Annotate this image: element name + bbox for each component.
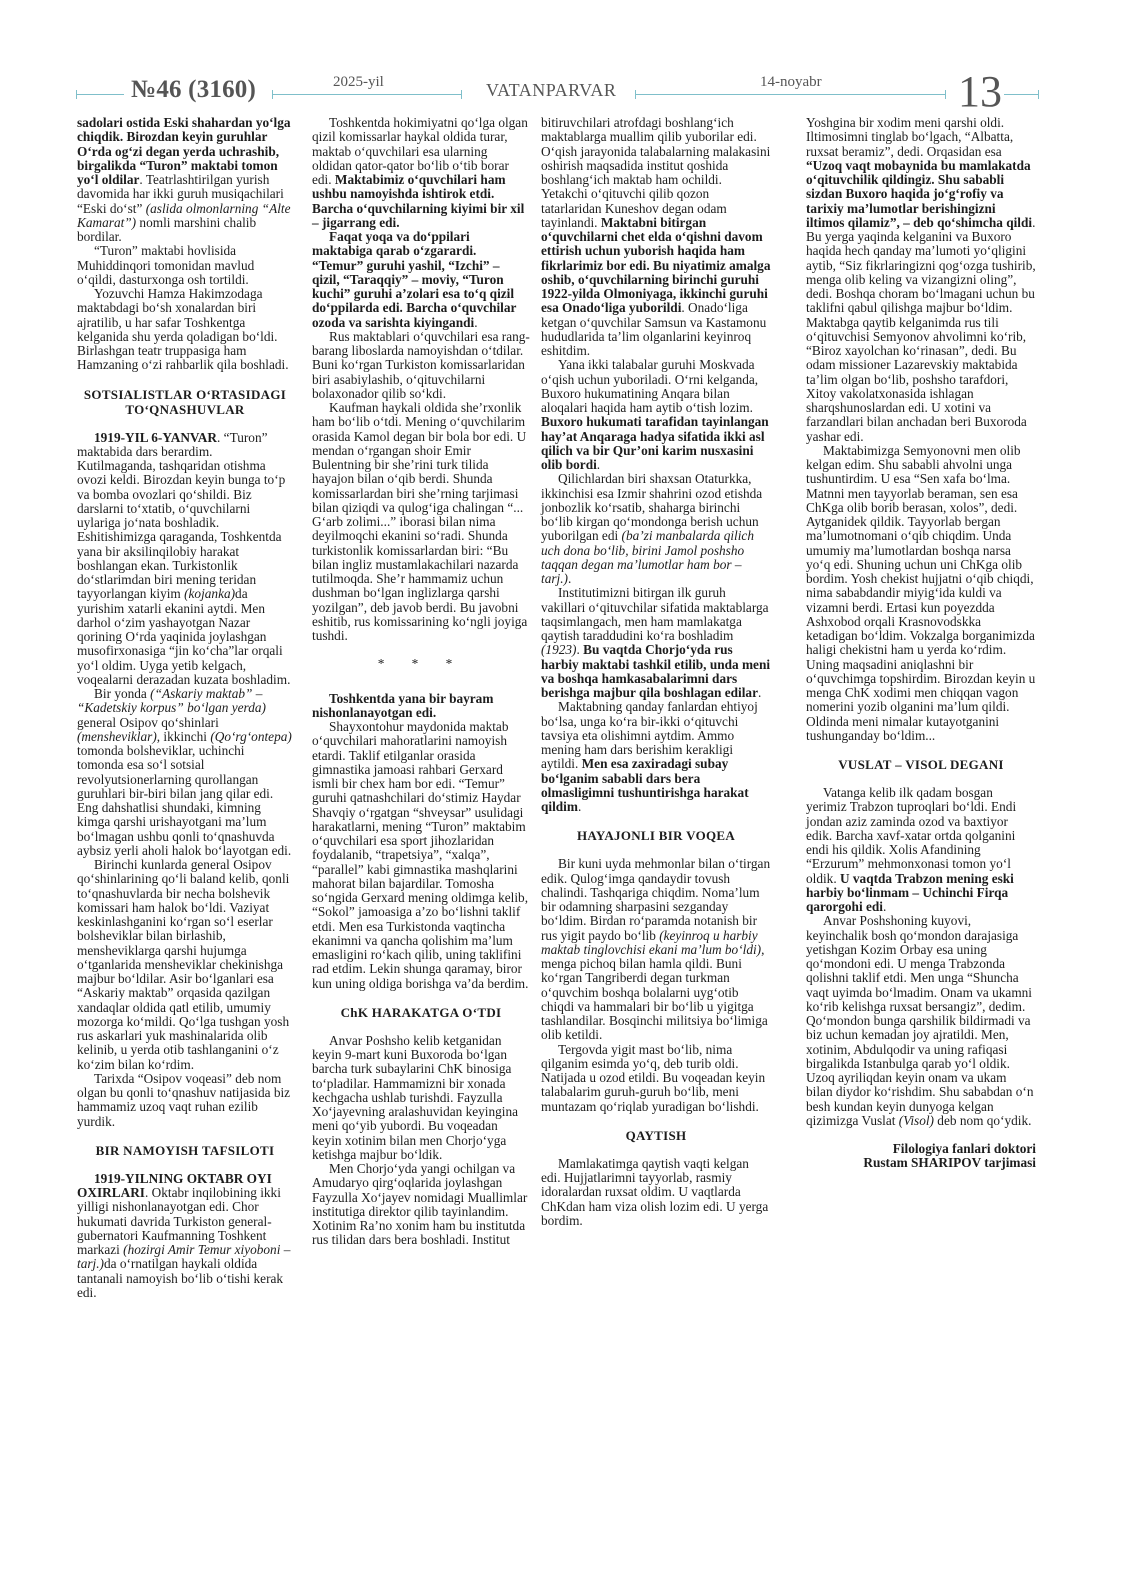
text-run: Vatanga kelib ilk qadam bosgan yerimiz Trabzon tuproqlari bo‘ldi. Endi jondan aziz zaminda ozod va baxtiyor edik. Barcha xavf-xatar ortda qolganini endi his qildik. Xolis Afandining “Erzurum” mehmonxonasi tomon yo‘l oldik.	[806, 785, 1017, 886]
text-run: .	[567, 571, 572, 586]
article-paragraph	[312, 230, 530, 330]
header-rule	[1004, 94, 1038, 95]
header-rule	[76, 94, 124, 95]
text-run: .	[757, 685, 762, 700]
italic-text: (kojanka)	[184, 586, 236, 602]
text-run: . Oktabr inqilobining ikki yilligi nishonlanayotgan edi. Chor hukumati davrida Turkiston general-gubernatori Kaufmanning Toshkent markazi	[77, 1185, 281, 1257]
article-paragraph	[77, 687, 293, 858]
text-run: Yoshgina bir xodim meni qarshi oldi. Iltimosimni tinglab bo‘lgach, “Albatta, ruxsat beramiz”, dedi. Orqasidan esa	[806, 115, 1014, 159]
article-paragraph	[77, 1172, 293, 1300]
article-paragraph	[77, 244, 293, 287]
italic-text: (aslida olmonlarning “Alte Kamarat”)	[77, 200, 291, 230]
text-run: , menga pichoq bilan hamla qildi. Buni ko‘rgan Tangriberdi degan turkman o‘quvchim boshqa bolalarni uyg‘otib chiqdi va hammalari bir bo‘lib u yigitga tashlandilar. Bosqinchi militsiya bo‘limiga olib ketildi.	[541, 941, 768, 1043]
page-header	[0, 67, 1123, 120]
article-paragraph	[312, 116, 530, 230]
text-run: Toshkentda hokimiyatni qo‘lga olgan qizil komissarlar haykal oldida turar, maktab o‘quvchilari esa ularning oldidan qator-qator bo‘lib o‘tib borar edi.	[312, 115, 528, 187]
article-paragraph	[541, 1157, 771, 1228]
text-run: Qilichlardan biri shaxsan Otaturkka, ikkinchisi esa Izmir shahrini ozod etishda jonbozlik ko‘rsatib, shaharga birinchi bo‘lib kirgan qo‘mondonga berish uchun yuborilgan edi	[541, 471, 763, 544]
bold-text: U vaqtda Trabzon mening eski harbiy bo‘linmam – Uchinchi Firqa qarorgohi edi	[806, 870, 1014, 914]
section-heading: QAYTISH	[625, 1127, 687, 1143]
article-paragraph	[806, 914, 1036, 1128]
article-paragraph	[541, 1043, 771, 1114]
article-paragraph	[806, 116, 1036, 444]
bold-text: Men esa zaxiradagi subay bo‘lganim sababli dars bera olmasligimni tushuntirishga harakat qildim	[541, 756, 749, 814]
text-run: da o‘rnatilgan haykali oldida tantanali namoyish bo‘lib o‘tishi kerak edi.	[77, 1256, 284, 1300]
text-run: Yozuvchi Hamza Hakimzodaga maktabdagi bo‘sh xonalardan biri ajratilib, u har safar Toshkentga kelganida shu yerda qoladigan bo‘ldi. Birlashgan teatr truppasiga ham Hamzaning o‘zi rahbarlik qila boshladi.	[77, 286, 289, 373]
issue-date: 14-noyabr	[760, 74, 822, 90]
italic-text: (mensheviklar)	[77, 728, 157, 744]
issue-number: №46 (3160)	[131, 76, 257, 103]
section-heading: VUSLAT – VISOL DEGANI	[838, 757, 1004, 772]
section-heading: BIR NAMOYISH TAFSILOTI	[95, 1142, 275, 1158]
article-column-4	[806, 116, 1036, 1171]
header-rule-tick	[635, 90, 636, 99]
article-paragraph	[77, 287, 293, 373]
section-heading: SOTSIALISTLAR O‘RTASIDAGI TO‘QNASHUVLAR	[83, 386, 287, 417]
text-run: .	[576, 642, 584, 658]
article-column-3	[541, 116, 771, 1228]
text-run: . Bu yerga yaqinda kelganini va Buxoro haqida hech qanday ma’lumoti yo‘qligini aytib, “Siz fikrlaringizni qog‘ozga tushirib, menga olib keling va vizangizni oling”, dedi. Boshqa choram bo‘lmagani uchun bu taklifni qabul qilishga majbur bo‘ldim. Maktabga qaytib kelganimda rus tili o‘qituvchisi Semyonov ahvolimni ko‘rib, “Biroz xayolchan ko‘rinasan”, dedi. Bu odam missioner Lazarevskiy maktabida ta’lim olgan bo‘lib, poshsho tarafdori, Xitoy vakolatxonasida ishlagan sharqshunoslardan edi. U xotini va farzandlari bilan anchadan beri Buxoroda yashar edi.	[806, 214, 1036, 444]
text-run: Rus maktablari o‘quvchilari esa rang-barang liboslarda namoyishdan o‘tdilar. Buni ko‘rgan Turkiston komissarlaridan biri asabiylashib, o‘qituvchilarni bolaxonador qilib so‘kdi.	[312, 328, 530, 401]
header-rule-tick	[76, 90, 77, 99]
bold-text: Toshkentda yana bir bayram nishonlanayotgan edi.	[312, 690, 494, 720]
article-paragraph	[541, 358, 771, 472]
text-run: .	[596, 457, 601, 472]
signature-line: Rustam SHARIPOV tarjimasi	[863, 1155, 1036, 1171]
bold-text: 1919-YIL 6-YANVAR	[94, 429, 218, 445]
text-run: Maktabning qanday fanlardan ehtiyoj bo‘lsa, unga ko‘ra bir-ikki o‘qituvchi tavsiya eta olishimni aytdim. Ammo mening ham dars berishim kerakligi aytildi.	[541, 699, 758, 772]
text-run: Institutimizni bitirgan ilk guruh vakillari o‘qituvchilar sifatida maktablarga taqsimlangach, men ham mamlakatga qaytish taraddudini ko‘ra boshladim	[541, 585, 769, 643]
text-run: .	[882, 899, 887, 914]
article-paragraph	[806, 444, 1036, 743]
signature-line: Filologiya fanlari doktori	[892, 1141, 1036, 1156]
article-column-1	[77, 116, 293, 1300]
text-run: .	[577, 799, 582, 814]
article-paragraph	[312, 692, 530, 721]
section-heading: ChK HARAKATGA O‘TDI	[340, 1004, 502, 1020]
bold-text: sadolari ostida Eski shahardan yo‘lga chiqdik. Birozdan keyin guruhlar O‘rda og‘zi degan yerda uchrashib, birgalikda “Turon” maktabi tomon yo‘l oldilar	[77, 115, 291, 187]
text-run: .	[474, 314, 478, 330]
text-run: deb nom qo‘ydik.	[933, 1112, 1032, 1128]
header-rule-tick	[1038, 90, 1039, 99]
article-paragraph	[541, 116, 771, 358]
text-run: Kaufman haykali oldida she’rxonlik ham bo‘lib o‘tdi. Mening o‘quvchilarim orasida Kamol degan bir bola bor edi. U mendan o‘rgangan shoir Emir Bulentning bir she’rini turk tilida hayajon bilan o‘qib berdi. Shunda komissarlardan biri she’rning tarjimasi bilan qiziqdi va qulog‘iga chalingan “... G‘arb zolimi...” iborasi bilan nima deyilmoqchi ekanini so‘radi. Shunda turkistonlik komissarlardan biri: “Bu bilan ingliz mustamlakachilari nazarda tutilmoqda. She’r hammamiz uchun dushman bo‘lgan inglizlarga qarshi yozilgan”, deb javob berdi. Bu javobni eshitib, rus komissarining ko‘ngli joyiga tushdi.	[312, 400, 528, 643]
text-run: Maktabimizga Semyonovni men olib kelgan edim. Shu sababli ahvolni unga tushuntirdim. U esa “Sen xafa bo‘lma. Matnni men tayyorlab beraman, sen esa ChKga olib borib berasan, xolos”, dedi. Aytganidek qildik. Tayyorlab bergan ma’lumotnomani o‘qib chiqdim. Unda umumiy ma’lumotlardan boshqa narsa yo‘q edi. Shuning uchun uni ChKga olib bordim. Yosh chekist hujjatni o‘qib chiqdi, nima sababdandir miyig‘ida kuldi va vizamni berdi. Ertasi kun poyezdda Ashxobod orqali Krasnovodskka ketadigan bo‘ldim. Vokzalga borganimizda haligi chekistni ham u yerda ko‘rdim. Uning maqsadini aniqlashni bir o‘quvchimga topshirdim. Birozdan keyin u menga ChK xodimi men chiqqan vagon nomerini yozib olganini ma’lum qildi. Oldinda meni nimalar kutayotganini tushunganday bo‘ldim...	[806, 442, 1036, 743]
text-run: da yurishim xatarli ekanini aytdi. Men darhol o‘zim yashayotgan Nazar qorining O‘rda yaqinida joylashgan musofirxonasiga “jin ko‘cha”lar orqali yo‘l oldim. Uyga yetib kelgach, voqealarni derazadan kuzata boshladim.	[77, 586, 291, 687]
article-paragraph	[541, 472, 771, 586]
header-rule-tick	[461, 90, 462, 99]
header-rule	[272, 94, 462, 95]
bold-text: Maktabimiz o‘quvchilari ham ushbu namoyishda ishtirok etdi. Barcha o‘quvchilarning kiyimi bir xil – jigarrang edi.	[312, 172, 525, 230]
bold-text: Bu vaqtda Chorjo‘yda rus harbiy maktabi tashkil etilib, unda meni va boshqa hamkasabalarimni dars berishga majbur qila boshlagan edilar	[541, 642, 771, 700]
text-run: Men Chorjo‘yda yangi ochilgan va Amudaryo qirg‘oqlarida joylashgan Fayzulla Xo‘jayev nomidagi Muallimlar institutiga direktor qilib tayinlandim. Xotinim Ra’no xonim ham bu institutda rus tilidan dars bera boshladi. Institut	[312, 1161, 528, 1248]
text-run: . “Turon” maktabida dars berardim. Kutilmaganda, tashqaridan otishma ovozi keldi. Birozdan keyin bunga to‘p va bomba ovozlari qo‘shildi. Biz darslarni to‘xtatib, o‘quvchilarni uylariga jo‘nata boshladik. Eshitishimizga qaraganda, Toshkentda yana bir aksilinqilobiy harakat boshlangan ekan. Turkistonlik do‘stlarimdan biri mening teridan tayyorlangan kiyim	[77, 429, 286, 602]
page-number: 13	[958, 67, 1002, 116]
article-column-2	[312, 116, 530, 1248]
text-run: Shayxontohur maydonida maktab o‘quvchilari mahoratlarini namoyish etardi. Taklif etilganlar orasida gimnastika jamoasi rahbari Gerxard ismli bir chex ham bor edi. “Temur” guruhi qatnashchilari do‘stimiz Haydar Shavqiy o‘rgatgan “shveysar” usulidagi harakatlarni, mening “Turon” maktabim o‘quvchilari esa sport jihozlaridan foydalanib, “trapetsiya”, “xalqa”, “parallel” kabi gimnastika mashqlarini mahorat bilan bajardilar. Tomosha so‘ngida Gerxard mening oldimga kelib, “Sokol” jamoasiga a’zo bo‘lishni taklif etdi. Men esa Turkistonda vaqtincha ekanimni va qancha qolishim ma’lum emasligini ro‘kach qilib, uning taklifini rad etdim. Lekin shunga qaramay, biror kun uning oldiga borishga va’da berdim.	[312, 719, 529, 991]
translator-signature	[806, 1142, 1036, 1171]
text-run: . Onado‘liga ketgan o‘quvchilar Samsun va Kastamonu hududlarida ta’lim olganlarini keyinroq eshitdim.	[541, 300, 767, 358]
article-paragraph	[541, 586, 771, 700]
text-run: Anvar Poshshoning kuyovi, keyinchalik bosh qo‘mondon darajasiga yetishgan Kozim Orbay esa uning qo‘mondoni edi. U menga Trabzonda qolishni taklif etdi. Men unga “Shuncha vaqt uyimda bo‘lmadim. Onam va ukamni ko‘rib kelishga ruxsat bersangiz”, dedim. Qo‘mondon bunga qarshilik bildirmadi va biz uchun kemadan joy ajratildi. Men, xotinim, Abdulqodir va uning rafiqasi birgalikda Istanbulga qarab yo‘l oldik. Uzoq ayriliqdan keyin onam va ukam bilan diydor ko‘rishdim. Shu sababdan o‘n besh kundan keyin dunyoga kelgan qizimizga Vuslat	[806, 913, 1034, 1128]
article-paragraph	[541, 857, 771, 1042]
article-paragraph	[77, 858, 293, 1072]
bold-text: 1919-YILNING OKTABR OYI OXIRLARI	[77, 1170, 272, 1200]
article-paragraph	[77, 431, 293, 688]
article-paragraph	[312, 1034, 530, 1162]
article-paragraph	[312, 1162, 530, 1248]
bold-text: Maktabni bitirgan o‘quvchilarni chet elda o‘qishni davom ettirish uchun yuborish haqida ham fikrlarimiz bor edi. Bu niyatimiz amalga oshib, o‘quvchilarning birinchi guruhi 1922-yilda Olmoniyaga, ikkinchi guruhi esa Onado‘liga yuborildi	[541, 214, 771, 316]
text-run: Yana ikki talabalar guruhi Moskvada o‘qish uchun yuboriladi. O‘rni kelganda, Buxoro hukumatining Anqara bilan aloqalari haqida ham aytib o‘tish lozim.	[541, 357, 759, 415]
bold-text: “Uzoq vaqt mobaynida bu mamlakatda o‘qituvchilik qildingiz. Shu sababli sizdan Buxoro haqida jo‘g‘rofiy va tarixiy ma’lumotlar berishingizni iltimos qilamiz”, – deb qo‘shimcha qildi	[806, 157, 1033, 230]
italic-text: (hozirgi Amir Temur xiyoboni – tarj.)	[77, 1242, 291, 1272]
section-heading: HAYAJONLI BIR VOQEA	[576, 828, 736, 844]
text-run: general Osipov qo‘shinlari	[77, 714, 219, 730]
issue-year: 2025-yil	[333, 74, 384, 90]
text-run: nomli marshini chalib bordilar.	[77, 214, 257, 244]
text-run: Anvar Poshsho kelib ketganidan keyin 9-mart kuni Buxoroda bo‘lgan barcha turk subaylarini ChK binosiga to‘pladilar. Hammamizni bir xonada kechgacha ushlab turishdi. Fayzulla Xo‘jayevning aralashuvidan keyingina meni qo‘yib yubordi. Bu voqeadan keyin xotinim bilan men Chorjo‘yga ketishga majbur bo‘ldik.	[312, 1032, 519, 1162]
article-paragraph	[312, 401, 530, 643]
header-rule-tick	[945, 90, 946, 99]
italic-text: (1923)	[541, 642, 577, 658]
bold-text: Faqat yoqa va do‘ppilari maktabiga qarab o‘zgarardi. “Temur” guruhi yashil, “Izchi” – qizil, “Taraqqiy” – moviy, “Turon kuchi” guruhi a’zolari esa to‘q qizil do‘ppilarda edi. Barcha o‘quvchilar ozoda va sarishta kiyingandi	[312, 229, 517, 330]
text-run: Bir yonda	[94, 686, 151, 701]
italic-text: (ba’zi manbalarda qilich uch dona bo‘lib, birini Jamol poshsho taqqan degan ma’lumotlar ham bor – tarj.)	[541, 528, 754, 586]
italic-text: (“Askariy maktab” – “Kadetskiy korpus” bo‘lgan yerda)	[77, 686, 266, 716]
article-paragraph	[77, 116, 293, 244]
text-run: bitiruvchilari atrofdagi boshlang‘ich maktablarga muallim qilib yuborilar edi. O‘qish jarayonida talabalarning malakasini oshirish maqsadida institut qoshida boshlang‘ich maktab ham ochildi. Yetakchi o‘qituvchi qilib qozon tatarlaridan Kuneshov degan odam tayinlandi.	[541, 115, 771, 230]
article-paragraph	[541, 700, 771, 814]
article-paragraph	[77, 1072, 293, 1129]
italic-text: (Qo‘rg‘ontepa)	[210, 728, 292, 744]
header-rule	[635, 94, 945, 95]
text-run: Bir kuni uyda mehmonlar bilan o‘tirgan edik. Qulog‘imga qandaydir tovush chalindi. Tashqariga chiqdim. Noma’lum bir odamning sharpasini sezganday bo‘ldim. Birdan ro‘paramda notanish bir rus yigit paydo bo‘lib	[541, 856, 771, 943]
text-run: Mamlakatimga qaytish vaqti kelgan edi. Hujjatlarimni tayyorlab, rasmiy idoralardan ruxsat oldim. U vaqtlarda ChKdan ham viza olish lozim edi. U yerga bordim.	[541, 1155, 769, 1228]
text-run: , ikkinchi	[156, 728, 211, 744]
article-paragraph	[806, 786, 1036, 914]
bold-text: Buxoro hukumati tarafidan tayinlangan hay’at Anqaraga hadya sifatida ikki asl qilich va bir Qur’oni karim nusxasini olib bordi	[541, 414, 769, 472]
italic-text: (Visol)	[898, 1112, 934, 1128]
text-run: tomonda bolsheviklar, uchinchi tomonda esa so‘l sotsial revolyutsionerlarning qurollangan guruhlari bir-biri bilan jang qilar edi. Eng dahshatlisi shundaki, kimning kimga qarshi urishayotgani ma’lum bo‘lmagan ushbu qonli to‘qnashuvda aybsiz yerli aholi halok bo‘layotgan edi.	[77, 743, 292, 858]
italic-text: (keyinroq u harbiy maktab tinglovchisi ekani ma’lum bo‘ldi)	[541, 927, 762, 957]
section-divider: * * *	[377, 656, 465, 672]
text-run: Tarixda “Osipov voqeasi” deb nom olgan bu qonli to‘qnashuv natijasida biz hammamiz uzoq vaqt ruhan ezilib yurdik.	[77, 1070, 291, 1129]
article-paragraph	[312, 720, 530, 991]
text-run: Birinchi kunlarda general Osipov qo‘shinlarining qo‘li baland kelib, qonli to‘qnashuvlarda bir necha bolshevik komissari ham halok bo‘ldi. Vaziyat keskinlashganini ko‘rgan so‘l eserlar bolsheviklar bilan birlashib, mensheviklarga qarshi hujumga o‘tganlarida mensheviklar chekinishga majbur bo‘ldilar. Asir bo‘lganlari esa “Askariy maktab” orqasida qazilgan xandaqlar oldida qatl etilib, umumiy mozorga ko‘mildi. Qo‘lga tushgan yosh rus askarlari yuk mashinalarida olib kelinib, u yerda otib tashlanganini o‘z ko‘zim bilan ko‘rdim.	[77, 857, 290, 1072]
text-run: Tergovda yigit mast bo‘lib, nima qilganim esimda yo‘q, deb turib oldi. Natijada u ozod etildi. Bu voqeadan keyin talabalarim guruh-guruh bo‘lib, meni muntazam qo‘riqlab yuradigan bo‘lishdi.	[541, 1041, 766, 1114]
newspaper-title: VATANPARVAR	[486, 80, 617, 100]
text-run: “Turon” maktabi hovlisida Muhiddinqori tomonidan mavlud o‘qildi, dasturxonga osh tortildi.	[77, 243, 255, 287]
text-run: . Teatrlashtirilgan yurish davomida har ikki guruh musiqachilari “Eski do‘st”	[77, 172, 284, 216]
article-paragraph	[312, 330, 530, 401]
header-rule-tick	[272, 90, 273, 99]
